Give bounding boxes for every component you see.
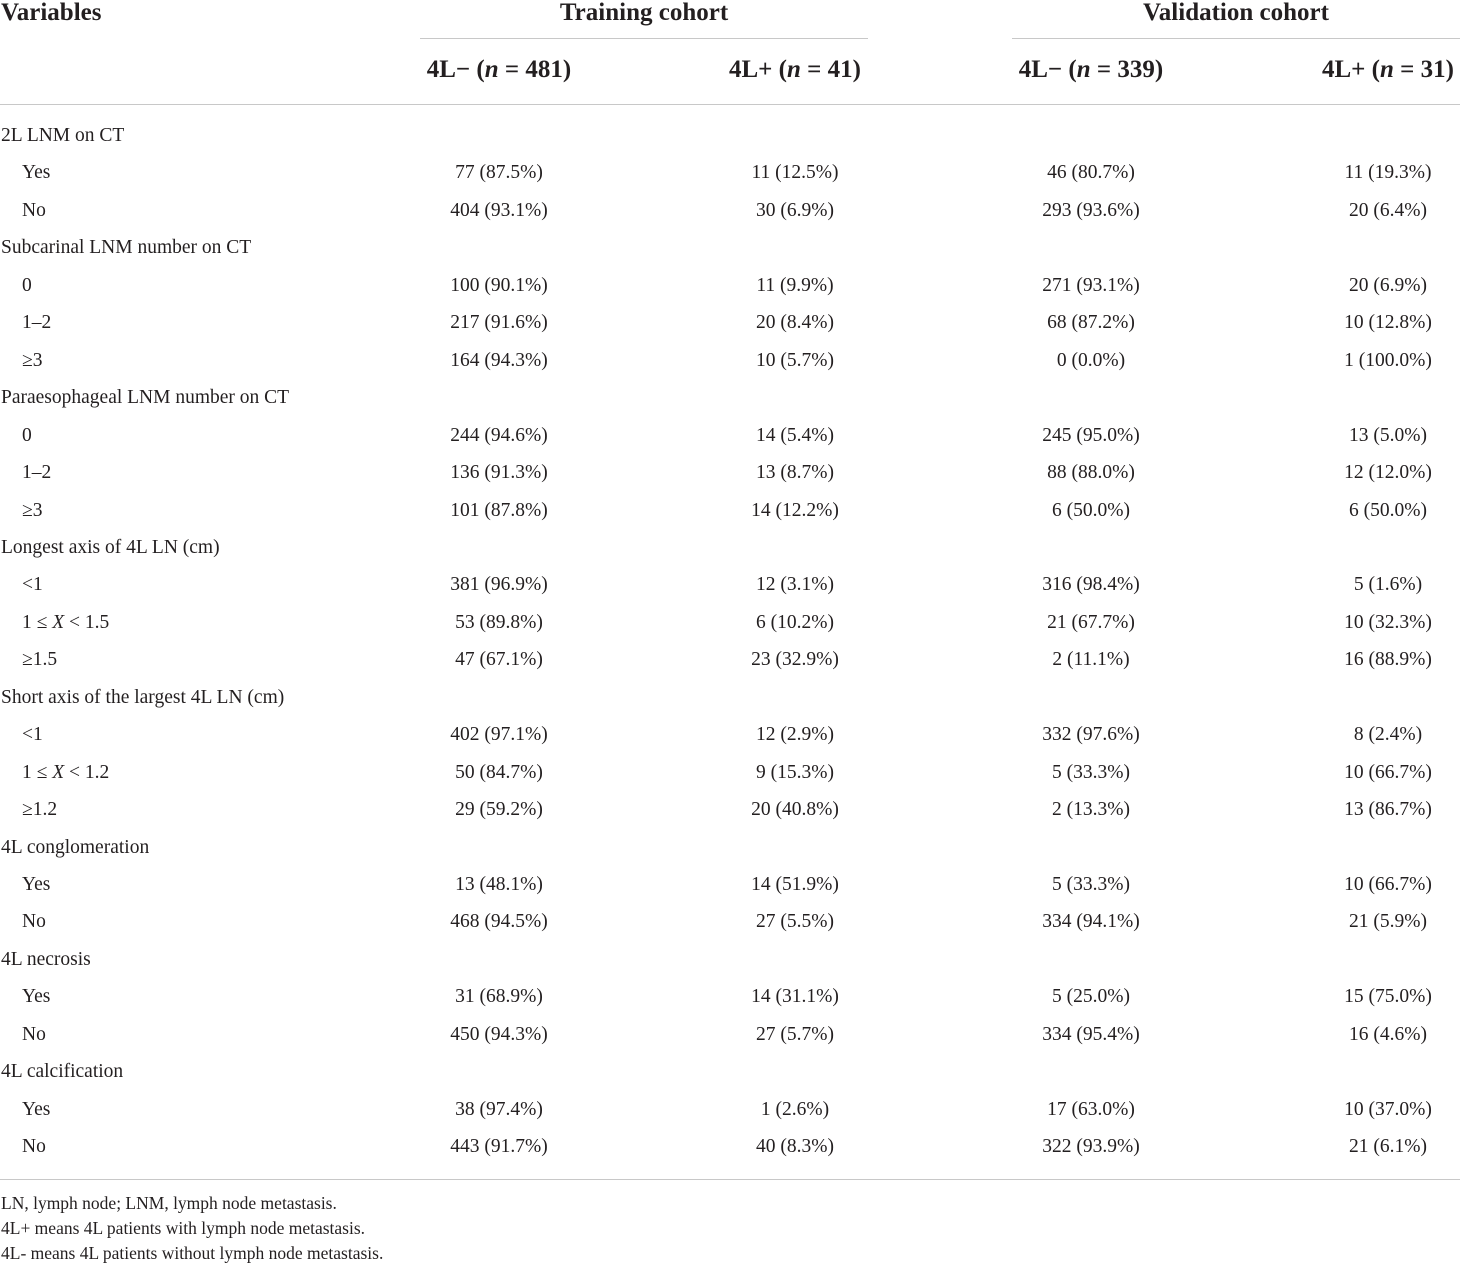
- row-label: No: [22, 911, 46, 932]
- group-row: [0, 236, 1460, 273]
- table-cell: 5 (33.3%): [1052, 874, 1130, 895]
- table-cell: 322 (93.9%): [1042, 1136, 1140, 1157]
- group-label: 2L LNM on CT: [1, 125, 125, 146]
- group-row: [0, 1060, 1460, 1097]
- group-label: 4L calcification: [1, 1061, 124, 1082]
- row-label: ≥3: [22, 350, 43, 371]
- table-cell: 245 (95.0%): [1042, 425, 1140, 446]
- table-row: [0, 349, 1460, 386]
- table-cell: 5 (1.6%): [1353, 574, 1423, 595]
- table-cell: 316 (98.4%): [1042, 574, 1140, 595]
- column-header-training-4l-pos: 4L+ (n = 41): [729, 56, 861, 83]
- column-header-validation-4l-pos: 4L+ (n = 31): [1322, 56, 1454, 83]
- table-cell: 332 (97.6%): [1042, 724, 1140, 745]
- table-row: [0, 274, 1460, 311]
- table-row: [0, 461, 1460, 498]
- footnote: 4L- means 4L patients without lymph node metastasis.: [1, 1243, 384, 1263]
- table-cell: 20 (40.8%): [751, 799, 839, 820]
- table-cell: 11 (19.3%): [1344, 162, 1432, 183]
- table-cell: 15 (75.0%): [1344, 986, 1432, 1007]
- table-cell: 16 (4.6%): [1349, 1024, 1427, 1045]
- table-cell: 5 (25.0%): [1052, 986, 1130, 1007]
- header-training-cohort: Training cohort: [559, 0, 729, 26]
- column-header-validation-4l-neg: 4L− (n = 339): [1018, 56, 1164, 83]
- table-row: [0, 910, 1460, 947]
- table-cell: 10 (12.8%): [1344, 312, 1432, 333]
- table-cell: 68 (87.2%): [1047, 312, 1135, 333]
- group-label: 4L necrosis: [1, 949, 91, 970]
- table-cell: 21 (5.9%): [1349, 911, 1427, 932]
- table-cell: 334 (95.4%): [1042, 1024, 1140, 1045]
- row-label: No: [22, 200, 46, 221]
- table-row: [0, 311, 1460, 348]
- table-cell: 6 (50.0%): [1349, 500, 1427, 521]
- table-row: [0, 573, 1460, 610]
- group-label: Longest axis of 4L LN (cm): [1, 537, 220, 558]
- table-cell: 27 (5.5%): [756, 911, 834, 932]
- table-cell: 334 (94.1%): [1042, 911, 1140, 932]
- table-cell: 13 (8.7%): [756, 462, 834, 483]
- table-cell: 14 (51.9%): [751, 874, 839, 895]
- table-bottom-rule: [0, 1179, 1460, 1180]
- table-row: [0, 424, 1460, 461]
- table-row: [0, 798, 1460, 835]
- table-row: [0, 1023, 1460, 1060]
- header-variables: Variables: [1, 0, 102, 26]
- table-cell: 21 (67.7%): [1047, 612, 1135, 633]
- group-row: [0, 686, 1460, 723]
- row-label: Yes: [22, 162, 51, 183]
- table-cell: 1 (2.6%): [760, 1099, 830, 1120]
- row-label: ≥1.5: [22, 649, 58, 670]
- table-cell: 8 (2.4%): [1353, 724, 1423, 745]
- table-cell: 404 (93.1%): [450, 200, 548, 221]
- table-row: [0, 761, 1460, 798]
- table-cell: 2 (13.3%): [1052, 799, 1130, 820]
- table-cell: 17 (63.0%): [1047, 1099, 1135, 1120]
- group-row: [0, 386, 1460, 423]
- table-cell: 13 (86.7%): [1344, 799, 1432, 820]
- group-row: [0, 948, 1460, 985]
- table-row: [0, 723, 1460, 760]
- table-cell: 402 (97.1%): [450, 724, 548, 745]
- table-cell: 20 (8.4%): [756, 312, 834, 333]
- table-cell: 11 (9.9%): [756, 275, 834, 296]
- table-cell: 14 (5.4%): [756, 425, 834, 446]
- group-label: Subcarinal LNM number on CT: [1, 237, 252, 258]
- row-label: ≥3: [22, 500, 43, 521]
- footnote: LN, lymph node; LNM, lymph node metastasis.: [1, 1193, 337, 1213]
- table-cell: 47 (67.1%): [455, 649, 543, 670]
- table-cell: 101 (87.8%): [450, 500, 548, 521]
- header-bottom-rule: [0, 104, 1460, 105]
- row-label: No: [22, 1024, 46, 1045]
- table-cell: 20 (6.4%): [1349, 200, 1427, 221]
- table-cell: 293 (93.6%): [1042, 200, 1140, 221]
- table-row: [0, 1098, 1460, 1135]
- group-row: [0, 124, 1460, 161]
- table-cell: 468 (94.5%): [450, 911, 548, 932]
- table-cell: 2 (11.1%): [1052, 649, 1130, 670]
- row-label: 0: [22, 275, 32, 296]
- table-row: [0, 199, 1460, 236]
- row-label: Yes: [22, 1099, 51, 1120]
- table-row: [0, 648, 1460, 685]
- table-cell: 12 (3.1%): [756, 574, 834, 595]
- row-label: ≥1.2: [22, 799, 58, 820]
- row-label: 0: [22, 425, 32, 446]
- table-cell: 14 (12.2%): [751, 500, 839, 521]
- group-label: Short axis of the largest 4L LN (cm): [1, 687, 285, 708]
- table-row: [0, 161, 1460, 198]
- table-cell: 6 (50.0%): [1052, 500, 1130, 521]
- row-label: <1: [22, 724, 43, 745]
- table-cell: 46 (80.7%): [1047, 162, 1135, 183]
- row-label: 1 ≤ X < 1.2: [22, 762, 110, 783]
- table-cell: 14 (31.1%): [751, 986, 839, 1007]
- table-cell: 217 (91.6%): [450, 312, 548, 333]
- table-cell: 77 (87.5%): [455, 162, 543, 183]
- table-cell: 40 (8.3%): [756, 1136, 834, 1157]
- table-cell: 244 (94.6%): [450, 425, 548, 446]
- table-cell: 10 (66.7%): [1344, 874, 1432, 895]
- table-cell: 381 (96.9%): [450, 574, 548, 595]
- table-cell: 50 (84.7%): [455, 762, 543, 783]
- group-row: [0, 836, 1460, 873]
- table-cell: 9 (15.3%): [756, 762, 834, 783]
- table-cell: 31 (68.9%): [455, 986, 543, 1007]
- group-label: Paraesophageal LNM number on CT: [1, 387, 290, 408]
- training-span-rule: [420, 38, 868, 39]
- row-label: 1–2: [22, 462, 52, 483]
- table-cell: 164 (94.3%): [450, 350, 548, 371]
- row-label: Yes: [22, 874, 51, 895]
- group-row: [0, 536, 1460, 573]
- table-cell: 136 (91.3%): [450, 462, 548, 483]
- table-cell: 20 (6.9%): [1349, 275, 1427, 296]
- table-cell: 0 (0.0%): [1056, 350, 1126, 371]
- table-cell: 29 (59.2%): [455, 799, 543, 820]
- table-row: [0, 1135, 1460, 1172]
- table-cell: 443 (91.7%): [450, 1136, 548, 1157]
- table-cell: 13 (48.1%): [455, 874, 543, 895]
- table-cell: 21 (6.1%): [1349, 1136, 1427, 1157]
- row-label: <1: [22, 574, 43, 595]
- validation-span-rule: [1012, 38, 1460, 39]
- row-label: 1–2: [22, 312, 52, 333]
- footnote: 4L+ means 4L patients with lymph node metastasis.: [1, 1218, 366, 1238]
- group-label: 4L conglomeration: [1, 837, 150, 858]
- table-row: [0, 985, 1460, 1022]
- table-cell: 88 (88.0%): [1047, 462, 1135, 483]
- table-row: [0, 873, 1460, 910]
- row-label: Yes: [22, 986, 51, 1007]
- table-cell: 271 (93.1%): [1042, 275, 1140, 296]
- table-cell: 100 (90.1%): [450, 275, 548, 296]
- table-row: [0, 499, 1460, 536]
- table-cell: 16 (88.9%): [1344, 649, 1432, 670]
- table-cell: 23 (32.9%): [751, 649, 839, 670]
- table-cell: 10 (37.0%): [1344, 1099, 1432, 1120]
- table-row: [0, 611, 1460, 648]
- table-cell: 1 (100.0%): [1344, 350, 1432, 371]
- table-cell: 12 (2.9%): [756, 724, 834, 745]
- table-cell: 30 (6.9%): [756, 200, 834, 221]
- table-cell: 450 (94.3%): [450, 1024, 548, 1045]
- table-cell: 11 (12.5%): [751, 162, 839, 183]
- table-cell: 13 (5.0%): [1349, 425, 1427, 446]
- table-cell: 12 (12.0%): [1344, 462, 1432, 483]
- row-label: 1 ≤ X < 1.5: [22, 612, 110, 633]
- column-header-training-4l-neg: 4L− (n = 481): [426, 56, 572, 83]
- table-cell: 6 (10.2%): [756, 612, 834, 633]
- table-cell: 10 (66.7%): [1344, 762, 1432, 783]
- header-validation-cohort: Validation cohort: [1143, 0, 1329, 26]
- row-label: No: [22, 1136, 46, 1157]
- table-cell: 53 (89.8%): [455, 612, 543, 633]
- table-cell: 10 (5.7%): [756, 350, 834, 371]
- table-cell: 5 (33.3%): [1052, 762, 1130, 783]
- table-cell: 10 (32.3%): [1344, 612, 1432, 633]
- table-cell: 38 (97.4%): [455, 1099, 543, 1120]
- table-cell: 27 (5.7%): [756, 1024, 834, 1045]
